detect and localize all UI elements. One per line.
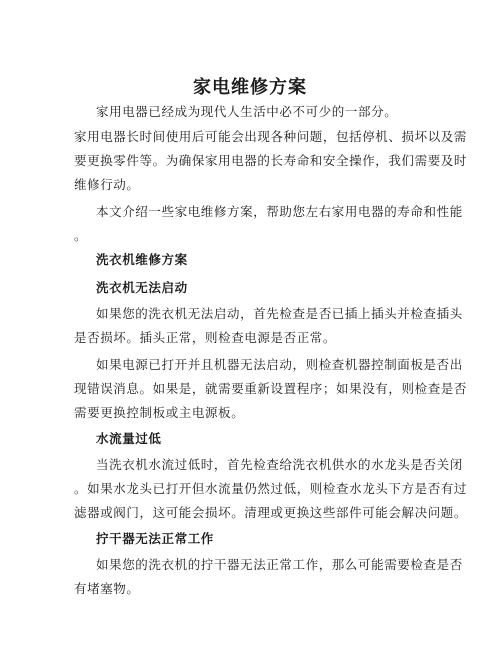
low-water-flow-paragraph-line-1: 当洗衣机水流过低时，首先检查给洗衣机供水的水龙头是否关闭 (96, 457, 463, 472)
intro-paragraph-2-line-2: 要更换零件等。为确保家用电器的长寿命和安全操作，我们需要及时 (74, 153, 468, 168)
cannot-start-paragraph-2-line-3: 需要更换控制板或主电源板。 (74, 405, 245, 420)
subheading-wringer-not-working: 拧干器无法正常工作 (96, 531, 214, 546)
intro-paragraph-1: 家用电器已经成为现代人生活中必不可少的一部分。 (96, 104, 398, 119)
low-water-flow-paragraph-line-2: 。如果水龙头已打开但水流量仍然过低，则检查水龙头下方是否有过 (74, 481, 468, 496)
wringer-paragraph-line-2: 有堵塞物。 (74, 581, 140, 596)
cannot-start-paragraph-2-line-1: 如果电源已打开并且机器无法启动，则检查机器控制面板是否出 (96, 357, 463, 372)
subheading-low-water-flow: 水流量过低 (96, 431, 162, 446)
section-heading-washing-machine: 洗衣机维修方案 (96, 252, 188, 267)
cannot-start-paragraph-2-line-2: 现错误消息。如果是，就需要重新设置程序；如果没有，则检查是否 (74, 381, 468, 396)
intro-paragraph-3-line-2: 。 (74, 228, 88, 243)
document-title: 家电维修方案 (193, 77, 307, 98)
cannot-start-paragraph-1-line-1: 如果您的洗衣机无法启动，首先检查是否已插上插头并检查插头 (96, 306, 463, 321)
low-water-flow-paragraph-line-3: 滤器或阀门，这可能会损坏。清理或更换这些部件可能会解决问题。 (74, 505, 468, 520)
subheading-cannot-start: 洗衣机无法启动 (96, 280, 188, 295)
intro-paragraph-3-line-1: 本文介绍一些家电维修方案，帮助您左右家用电器的寿命和性能 (96, 204, 463, 219)
cannot-start-paragraph-1-line-2: 是否损坏。插头正常，则检查电源是否正常。 (74, 330, 337, 345)
intro-paragraph-2-line-1: 家用电器长时间使用后可能会出现各种问题，包括停机、损坏以及需 (74, 129, 468, 144)
intro-paragraph-2-line-3: 维修行动。 (74, 177, 140, 192)
wringer-paragraph-line-1: 如果您的洗衣机的拧干器无法正常工作，那么可能需要检查是否 (96, 557, 463, 572)
